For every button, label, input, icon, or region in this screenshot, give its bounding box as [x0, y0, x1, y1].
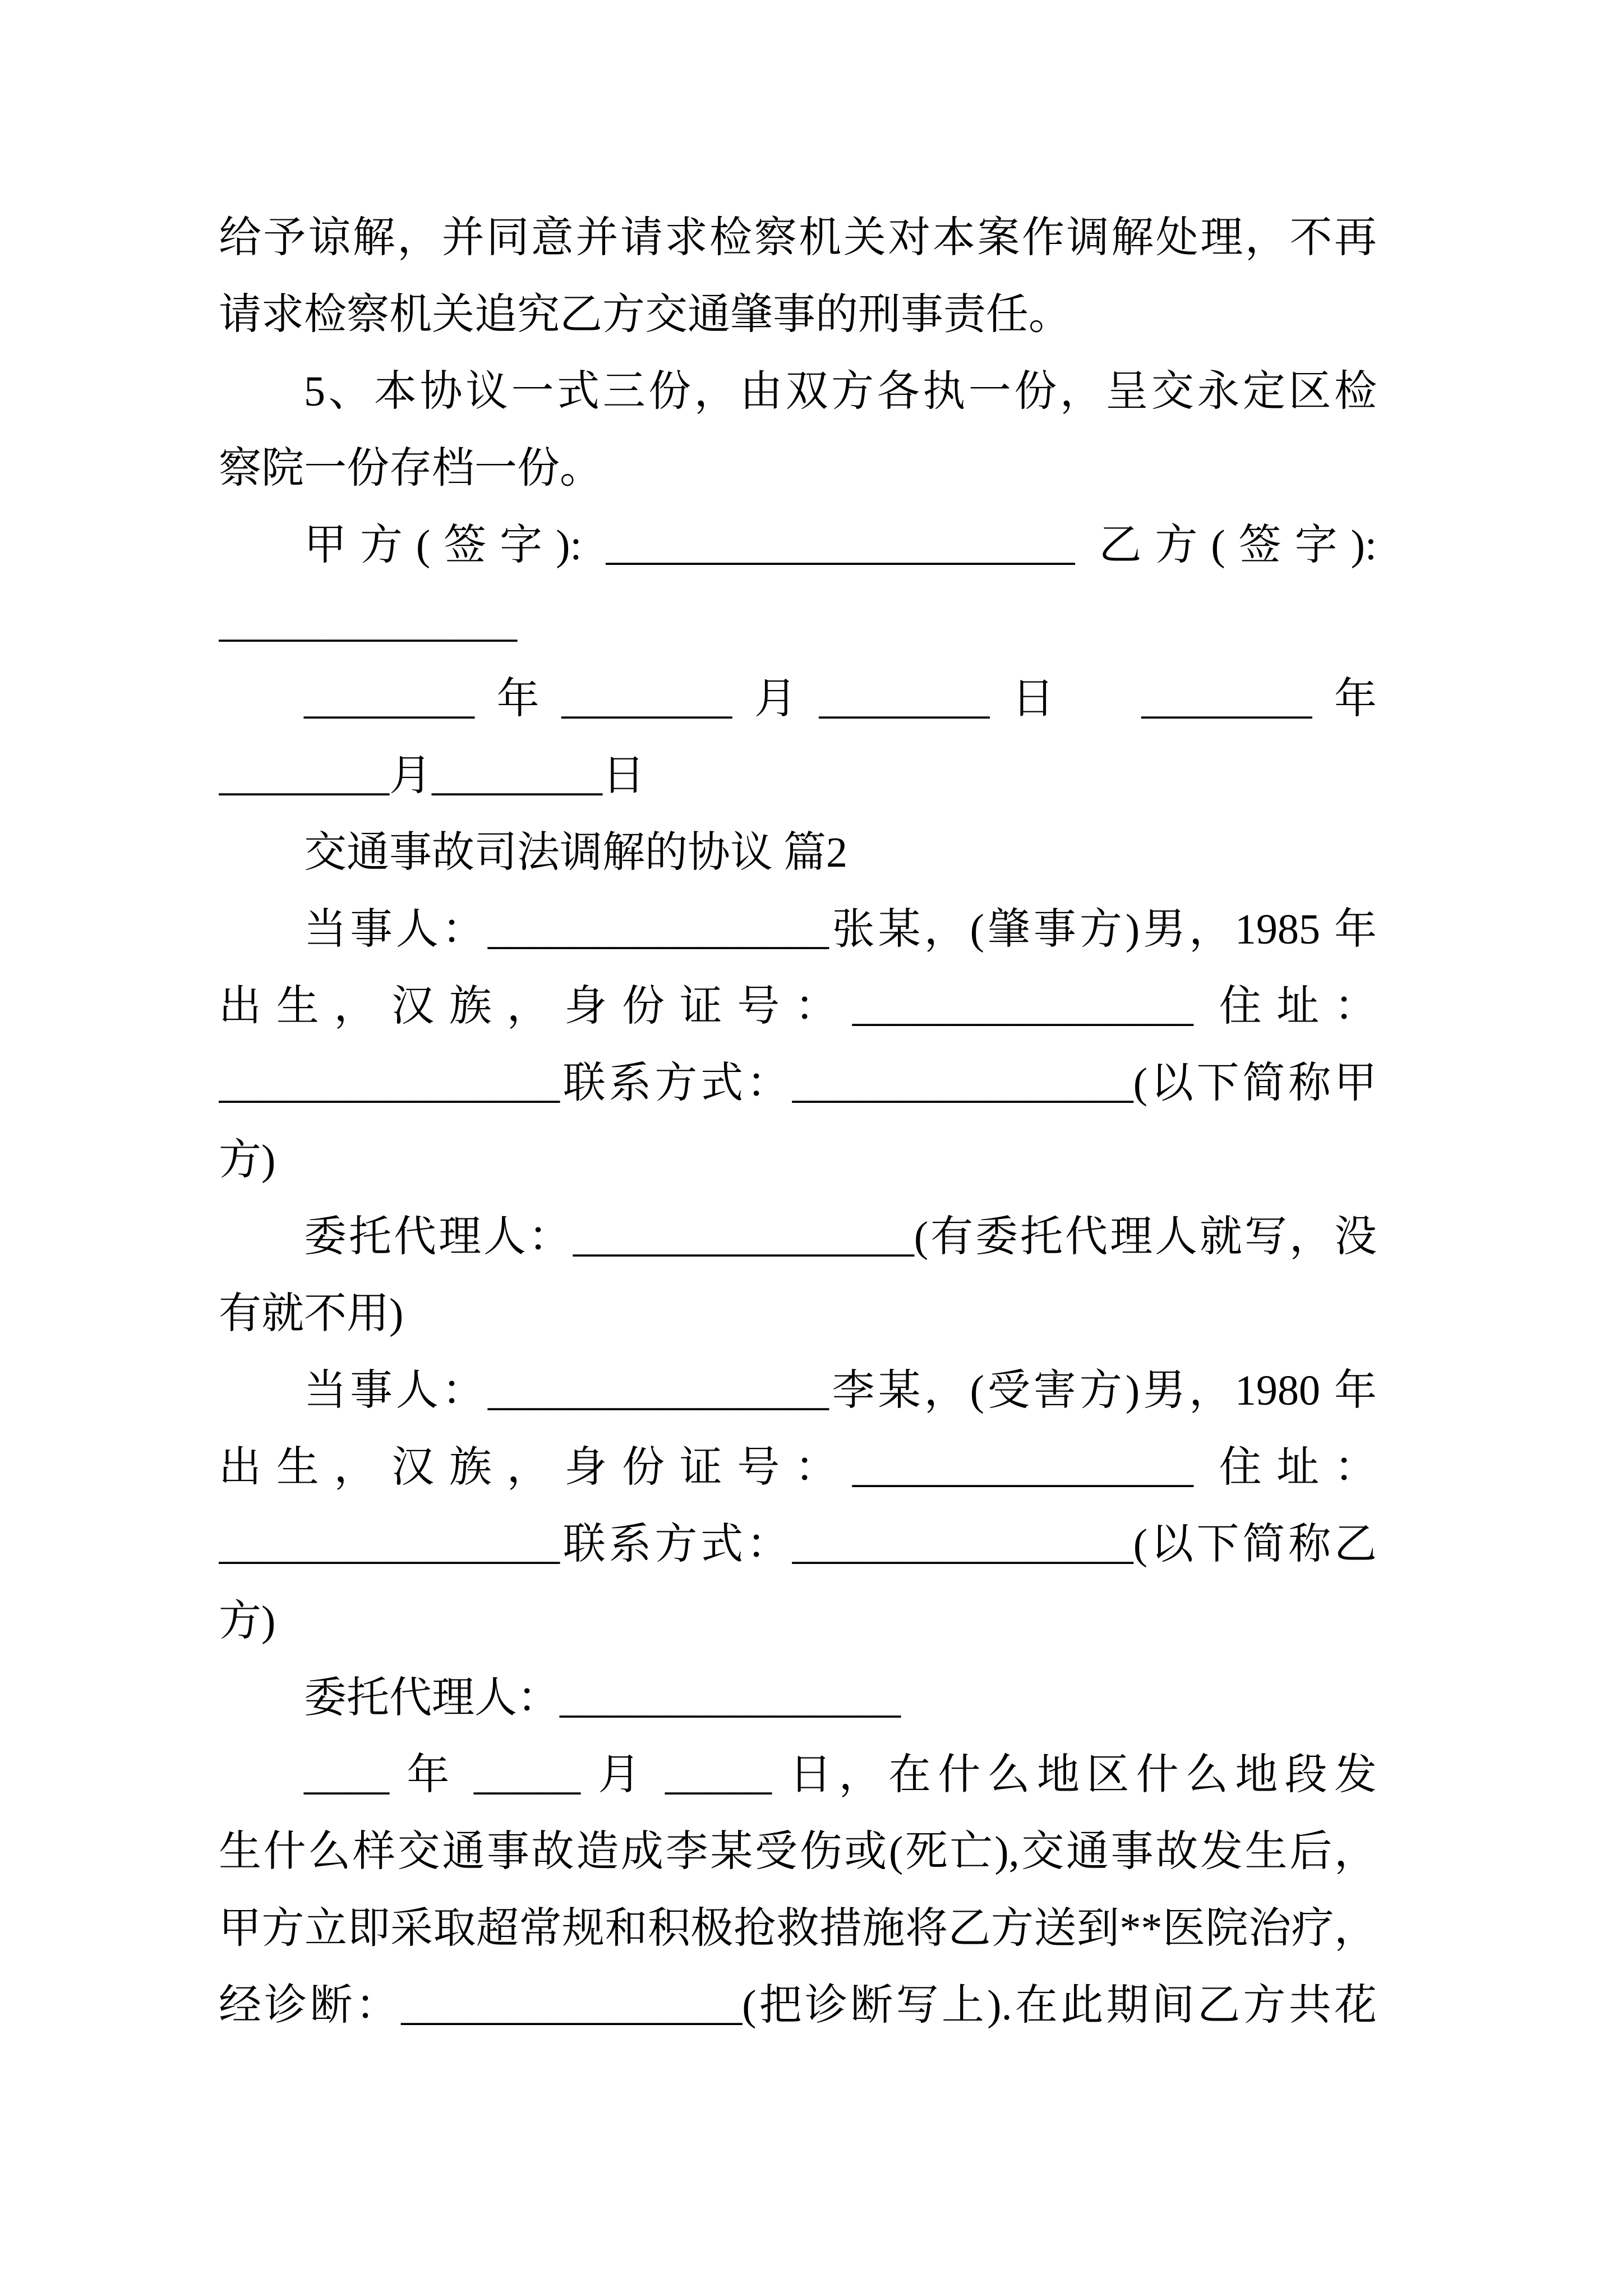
document-line: 出生，汉族，身份证号：________________ 住址： [219, 1444, 1377, 1491]
document-line: 甲方立即采取超常规和积极抢救措施将乙方送到**医院治疗， [219, 1905, 1377, 1952]
document-line: 出生，汉族，身份证号：________________ 住址： [219, 983, 1377, 1030]
document-line: 察院一份存档一份。 [219, 445, 602, 492]
document-line: 经诊断：________________(把诊断写上).在此期间乙方共花 [219, 1982, 1377, 2029]
document-line: 方) [219, 1137, 276, 1184]
document-line: 当事人：________________李某，(受害方)男，1980 年 [304, 1367, 1377, 1414]
document-line: ________________联系方式：________________(以下简称甲 [219, 1060, 1377, 1107]
document-line: 有就不用) [219, 1290, 404, 1337]
document-line: 交通事故司法调解的协议 篇2 [304, 829, 847, 876]
document-line: 当事人：________________张某，(肇事方)男，1985 年 [304, 906, 1377, 953]
document-line: ______________ [219, 599, 517, 646]
document-line: 委托代理人：________________(有委托代理人就写，没 [304, 1213, 1377, 1260]
document-line: ________月________日 [219, 752, 645, 799]
document-line: ________________联系方式：________________(以下简称乙 [219, 1521, 1377, 1568]
document-line: 甲方(签字): ______________________ 乙方(签字): [304, 522, 1377, 569]
document-line: 生什么样交通事故造成李某受伤或(死亡),交通事故发生后， [219, 1828, 1377, 1875]
document-line: 委托代理人：________________ [304, 1674, 901, 1722]
document-line: ________年________月________日 ________年 [304, 675, 1377, 723]
document-line: 请求检察机关追究乙方交通肇事的刑事责任。 [219, 291, 1071, 338]
document-line: 给予谅解，并同意并请求检察机关对本案作调解处理，不再 [219, 214, 1377, 261]
document-line: ____ 年 _____ 月 _____ 日，在什么地区什么地段发 [304, 1751, 1377, 1798]
document-line: 方) [219, 1598, 276, 1645]
document-line: 5、本协议一式三份，由双方各执一份，呈交永定区检 [304, 368, 1377, 415]
document-content [219, 200, 1377, 2044]
